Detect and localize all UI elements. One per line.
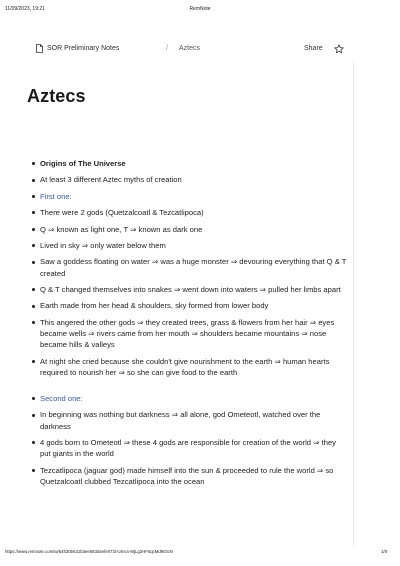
list-item[interactable]: Earth made from her head & shoulders, sky formed from lower body (30, 300, 348, 311)
document-topbar (36, 42, 354, 56)
print-header (0, 6, 400, 16)
page-number: 1/8 (381, 549, 387, 554)
breadcrumb-current[interactable]: Aztecs (179, 45, 201, 52)
star-icon[interactable] (334, 44, 344, 54)
list-item[interactable]: First one: (30, 191, 348, 202)
print-url: https://www.remnote.com/w/64530b631b3ee583a5efe073/Aztecs-MjLg2HF6qcMd9GtcN (5, 549, 173, 554)
print-footer (0, 549, 400, 559)
breadcrumb-separator: / (166, 45, 168, 52)
list-item[interactable]: At least 3 different Aztec myths of creation (30, 174, 348, 185)
list-item[interactable]: This angered the other gods ⇒ they created trees, grass & flowers from her hair ⇒ eyes became wells ⇒ rivers came from her mouth ⇒ shoulders became mountains ⇒ nose became hills & valleys (30, 317, 348, 351)
list-item[interactable]: Second one: (30, 393, 348, 404)
list-item[interactable]: Tezcatlipoca (jaguar god) made himself into the sun & proceeded to rule the world ⇒ so Quetzalcoatl clubbed Tezcatlipoca into the ocean (30, 465, 348, 487)
list-item[interactable]: There were 2 gods (Quetzalcoatl & Tezcatlipoca) (30, 207, 348, 218)
list-item[interactable]: Q & T changed themselves into snakes ⇒ went down into waters ⇒ pulled her limbs apart (30, 284, 348, 295)
document-icon (36, 44, 43, 53)
page-title: Aztecs (27, 86, 86, 106)
print-timestamp: 11/09/2023, 19:21 (5, 6, 45, 12)
list-item[interactable]: 4 gods born to Ometeotl ⇒ these 4 gods are responsible for creation of the world ⇒ they put giants in the world (30, 437, 348, 459)
print-app-name: RemNote (189, 6, 211, 12)
breadcrumb-parent[interactable]: SOR Preliminary Notes (47, 45, 120, 52)
list-item[interactable]: Q ⇒ known as light one, T ⇒ known as dark one (30, 224, 348, 235)
list-item[interactable]: In beginning was nothing but darkness ⇒ all alone, god Ometeotl, watched over the darkness (30, 409, 348, 431)
document-body (30, 158, 348, 492)
share-button[interactable]: Share (304, 45, 323, 52)
list-item[interactable]: Saw a goddess floating on water ⇒ was a huge monster ⇒ devouring everything that Q & T created (30, 256, 348, 278)
list-item[interactable]: Origins of The Universe (30, 158, 348, 169)
list-item[interactable]: At night she cried because she couldn't give nourishment to the earth ⇒ human hearts required to nourish her ⇒ so she can give food to the earth (30, 356, 348, 378)
list-item[interactable]: Lived in sky ⇒ only water below them (30, 240, 348, 251)
panel-divider (353, 63, 354, 546)
